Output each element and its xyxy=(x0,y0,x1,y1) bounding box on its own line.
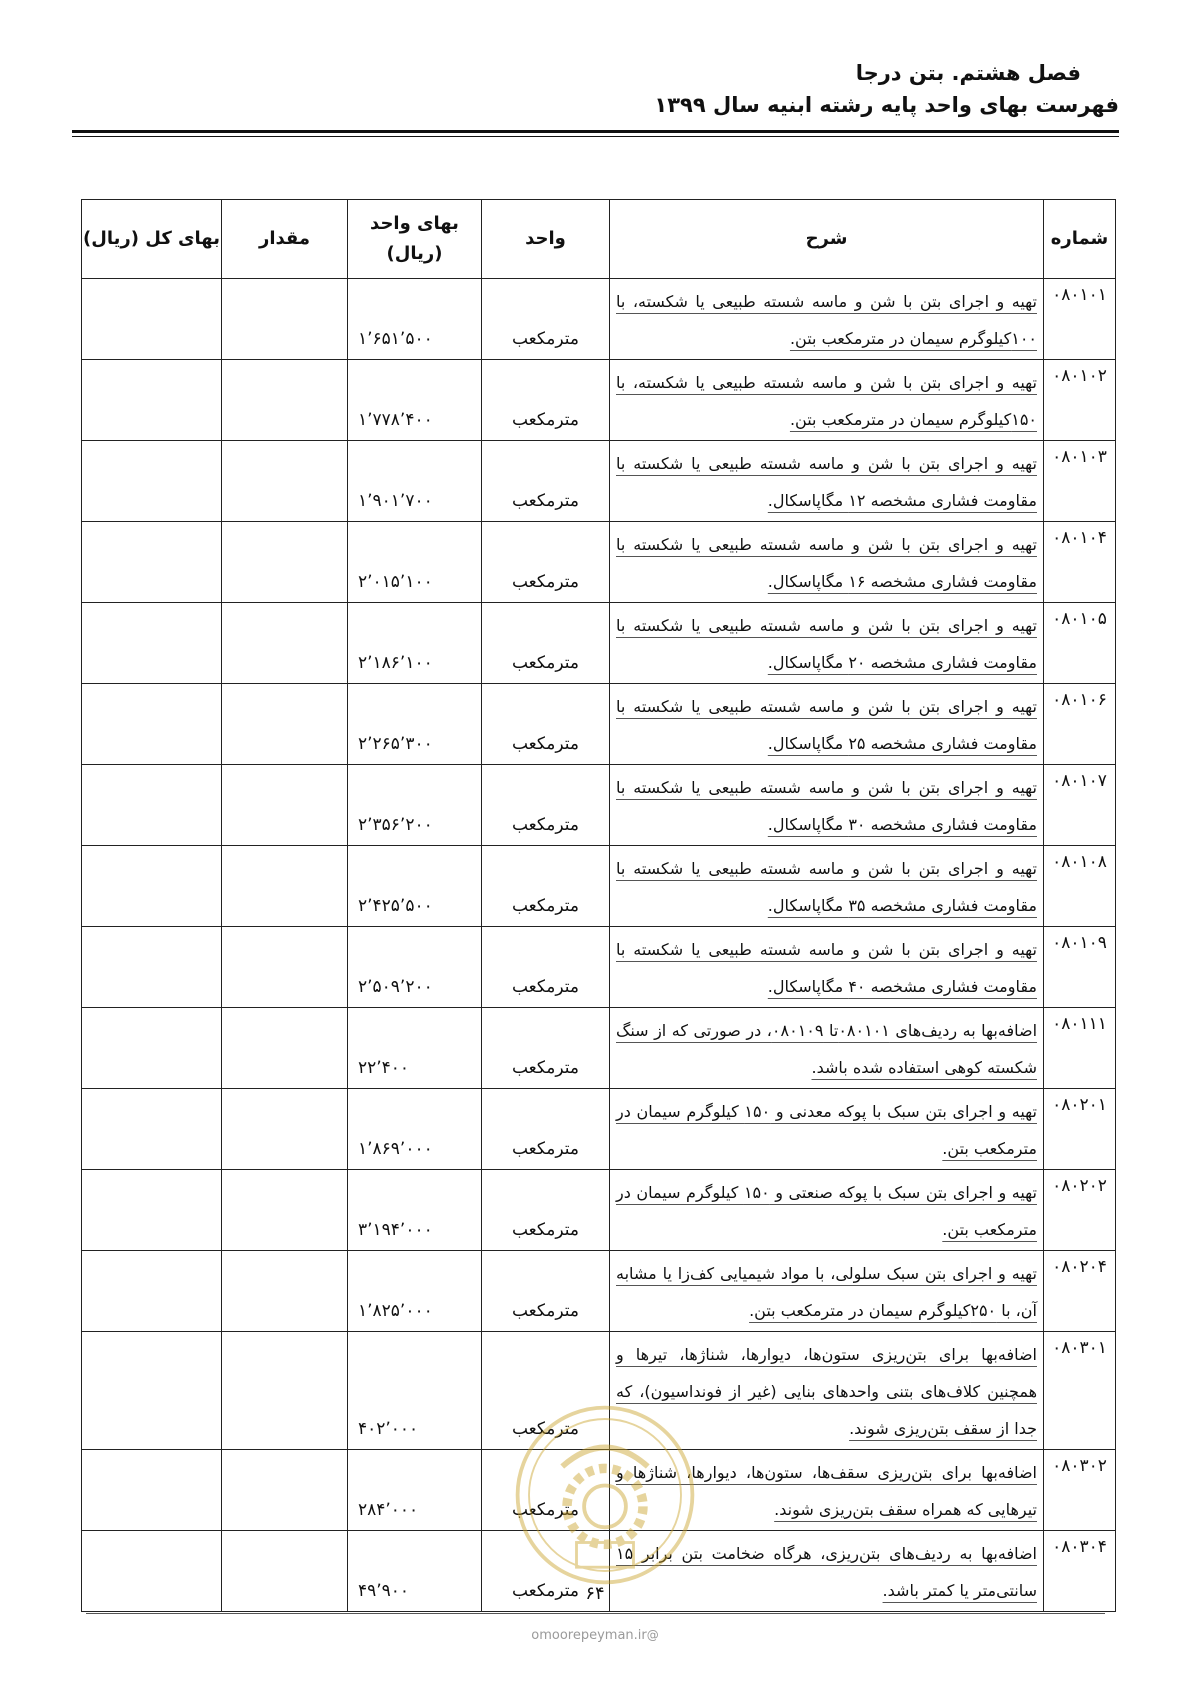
item-description xyxy=(610,360,1044,441)
item-unit-price: ۲٬۵۰۹٬۲۰۰ xyxy=(348,927,482,1008)
item-unit-price: ۱٬۸۲۵٬۰۰۰ xyxy=(348,1251,482,1332)
item-total-price xyxy=(82,765,222,846)
item-unit-price: ۲٬۳۵۶٬۲۰۰ xyxy=(348,765,482,846)
item-description-text: اضافه‌بها به ردیف‌های بتن‌ریزی، هرگاه ضخامت بتن برابر ۱۵ سانتی‌متر یا کمتر باشد. xyxy=(616,1544,1037,1600)
item-description xyxy=(610,1251,1044,1332)
item-quantity xyxy=(222,1089,348,1170)
item-total-price xyxy=(82,360,222,441)
item-quantity xyxy=(222,684,348,765)
item-description-text: تهیه و اجرای بتن با شن و ماسه شسته طبیعی یا شکسته، با ۱۵۰کیلوگرم سیمان در مترمکعب بتن. xyxy=(616,373,1037,429)
item-total-price xyxy=(82,927,222,1008)
table-row xyxy=(82,846,1116,927)
item-description-text: تهیه و اجرای بتن با شن و ماسه شسته طبیعی یا شکسته با مقاومت فشاری مشخصه ۲۰ مگاپاسکال. xyxy=(616,616,1037,672)
item-description xyxy=(610,279,1044,360)
table-row xyxy=(82,1332,1116,1450)
item-description xyxy=(610,1332,1044,1450)
item-quantity xyxy=(222,441,348,522)
item-unit-price: ۲٬۲۶۵٬۳۰۰ xyxy=(348,684,482,765)
item-number: ۰۸۰۲۰۲ xyxy=(1044,1170,1116,1251)
item-quantity xyxy=(222,1531,348,1612)
item-number: ۰۸۰۲۰۴ xyxy=(1044,1251,1116,1332)
item-unit: مترمکعب xyxy=(482,603,610,684)
item-unit: مترمکعب xyxy=(482,1170,610,1251)
item-description-text: تهیه و اجرای بتن سبک با پوکه صنعتی و ۱۵۰ کیلوگرم سیمان در مترمکعب بتن. xyxy=(616,1183,1037,1239)
item-unit: مترمکعب xyxy=(482,684,610,765)
item-description-text: تهیه و اجرای بتن با شن و ماسه شسته طبیعی یا شکسته با مقاومت فشاری مشخصه ۳۰ مگاپاسکال. xyxy=(616,778,1037,834)
item-unit-price: ۱٬۹۰۱٬۷۰۰ xyxy=(348,441,482,522)
item-unit: مترمکعب xyxy=(482,1450,610,1531)
item-unit: مترمکعب xyxy=(482,1089,610,1170)
item-total-price xyxy=(82,1008,222,1089)
page-header xyxy=(72,58,1119,122)
item-description-text: تهیه و اجرای بتن با شن و ماسه شسته طبیعی یا شکسته با مقاومت فشاری مشخصه ۴۰ مگاپاسکال. xyxy=(616,940,1037,996)
item-number: ۰۸۰۱۰۴ xyxy=(1044,522,1116,603)
page-number: ۶۴ xyxy=(585,1583,605,1604)
item-total-price xyxy=(82,603,222,684)
item-unit: مترمکعب xyxy=(482,1332,610,1450)
item-description-text: تهیه و اجرای بتن با شن و ماسه شسته طبیعی یا شکسته با مقاومت فشاری مشخصه ۳۵ مگاپاسکال. xyxy=(616,859,1037,915)
item-unit-price: ۱٬۶۵۱٬۵۰۰ xyxy=(348,279,482,360)
col-header-quantity: مقدار xyxy=(222,200,348,279)
item-description-text: اضافه‌بها به ردیف‌های ۰۸۰۱۰۱تا ۰۸۰۱۰۹، در صورتی که از سنگ شکسته کوهی استفاده شده باشد. xyxy=(616,1021,1038,1077)
table-row xyxy=(82,1251,1116,1332)
col-header-unit-price-currency: (ریال) xyxy=(386,243,443,264)
item-quantity xyxy=(222,1008,348,1089)
item-description xyxy=(610,522,1044,603)
item-unit-price: ۳٬۱۹۴٬۰۰۰ xyxy=(348,1170,482,1251)
col-header-total-price: بهای کل (ریال) xyxy=(82,200,222,279)
item-unit: مترمکعب xyxy=(482,441,610,522)
item-number: ۰۸۰۱۱۱ xyxy=(1044,1008,1116,1089)
item-number: ۰۸۰۲۰۱ xyxy=(1044,1089,1116,1170)
item-number: ۰۸۰۱۰۳ xyxy=(1044,441,1116,522)
table-row xyxy=(82,1008,1116,1089)
item-quantity xyxy=(222,846,348,927)
table-row xyxy=(82,1089,1116,1170)
table-row xyxy=(82,279,1116,360)
item-unit: مترمکعب xyxy=(482,279,610,360)
col-header-description: شرح xyxy=(610,200,1044,279)
item-description-text: تهیه و اجرای بتن با شن و ماسه شسته طبیعی یا شکسته، با ۱۰۰کیلوگرم سیمان در مترمکعب بتن. xyxy=(616,292,1037,348)
item-unit-price: ۱٬۷۷۸٬۴۰۰ xyxy=(348,360,482,441)
item-total-price xyxy=(82,279,222,360)
item-quantity xyxy=(222,765,348,846)
item-quantity xyxy=(222,1251,348,1332)
item-unit-price: ۴۹٬۹۰۰ xyxy=(348,1531,482,1612)
table-row xyxy=(82,1170,1116,1251)
item-unit-price: ۲٬۱۸۶٬۱۰۰ xyxy=(348,603,482,684)
at-icon: @ xyxy=(646,1628,659,1642)
item-quantity xyxy=(222,1332,348,1450)
item-description xyxy=(610,1531,1044,1612)
table-row xyxy=(82,684,1116,765)
item-total-price xyxy=(82,1332,222,1450)
price-table xyxy=(81,199,1116,1612)
table-header-row xyxy=(82,200,1116,279)
col-header-number: شماره xyxy=(1044,200,1116,279)
item-unit: مترمکعب xyxy=(482,522,610,603)
item-description-text: اضافه‌بها برای بتن‌ریزی ستون‌ها، دیوارها، شناژها، تیرها و همچنین کلاف‌های بتنی واحدهای بنایی (غیر از فونداسیون)، که جدا از سقف بتن‌ریزی شوند. xyxy=(616,1345,1037,1438)
table-row xyxy=(82,360,1116,441)
table-row xyxy=(82,765,1116,846)
item-total-price xyxy=(82,522,222,603)
col-header-unit-price xyxy=(348,200,482,279)
item-quantity xyxy=(222,522,348,603)
item-description-text: تهیه و اجرای بتن سبک با پوکه معدنی و ۱۵۰ کیلوگرم سیمان در مترمکعب بتن. xyxy=(616,1102,1037,1158)
item-description-text: تهیه و اجرای بتن با شن و ماسه شسته طبیعی یا شکسته با مقاومت فشاری مشخصه ۲۵ مگاپاسکال. xyxy=(616,697,1037,753)
item-number: ۰۸۰۱۰۵ xyxy=(1044,603,1116,684)
item-number: ۰۸۰۱۰۸ xyxy=(1044,846,1116,927)
item-total-price xyxy=(82,1089,222,1170)
item-description-text: تهیه و اجرای بتن با شن و ماسه شسته طبیعی یا شکسته با مقاومت فشاری مشخصه ۱۲ مگاپاسکال. xyxy=(616,454,1037,510)
item-number: ۰۸۰۱۰۶ xyxy=(1044,684,1116,765)
item-total-price xyxy=(82,1251,222,1332)
item-number: ۰۸۰۱۰۱ xyxy=(1044,279,1116,360)
document-subtitle: فهرست بهای واحد پایه رشته ابنیه سال ۱۳۹۹ xyxy=(654,93,1119,117)
item-description-text: تهیه و اجرای بتن با شن و ماسه شسته طبیعی یا شکسته با مقاومت فشاری مشخصه ۱۶ مگاپاسکال. xyxy=(616,535,1037,591)
item-description xyxy=(610,1450,1044,1531)
item-number: ۰۸۰۱۰۹ xyxy=(1044,927,1116,1008)
item-unit: مترمکعب xyxy=(482,927,610,1008)
table-row xyxy=(82,441,1116,522)
item-total-price xyxy=(82,1450,222,1531)
col-header-unit-price-label: بهای واحد xyxy=(370,213,459,234)
item-description xyxy=(610,441,1044,522)
item-unit-price: ۴۰۲٬۰۰۰ xyxy=(348,1332,482,1450)
item-description-text: اضافه‌بها برای بتن‌ریزی سقف‌ها، ستون‌ها، دیوارها، شناژها و تیرهایی که همراه سقف بتن‌ریزی شوند. xyxy=(616,1463,1037,1519)
item-unit: مترمکعب xyxy=(482,360,610,441)
item-number: ۰۸۰۱۰۲ xyxy=(1044,360,1116,441)
header-rule-thin xyxy=(72,136,1119,137)
item-number: ۰۸۰۱۰۷ xyxy=(1044,765,1116,846)
item-total-price xyxy=(82,684,222,765)
item-unit: مترمکعب xyxy=(482,1531,610,1612)
table-row xyxy=(82,927,1116,1008)
item-total-price xyxy=(82,441,222,522)
item-description xyxy=(610,846,1044,927)
table-row xyxy=(82,603,1116,684)
item-description xyxy=(610,603,1044,684)
item-description-text: تهیه و اجرای بتن سبک سلولی، با مواد شیمیایی کف‌زا یا مشابه آن، با ۲۵۰کیلوگرم سیمان در مترمکعب بتن. xyxy=(616,1264,1037,1320)
table-row xyxy=(82,1450,1116,1531)
item-total-price xyxy=(82,846,222,927)
watermark-url xyxy=(500,1628,690,1643)
item-unit: مترمکعب xyxy=(482,846,610,927)
item-quantity xyxy=(222,1450,348,1531)
item-description xyxy=(610,1089,1044,1170)
watermark-url-text: omoorepeyman.ir xyxy=(531,1628,647,1643)
item-unit-price: ۲٬۴۲۵٬۵۰۰ xyxy=(348,846,482,927)
item-number: ۰۸۰۳۰۲ xyxy=(1044,1450,1116,1531)
table-row xyxy=(82,522,1116,603)
item-unit-price: ۲۸۴٬۰۰۰ xyxy=(348,1450,482,1531)
col-header-unit: واحد xyxy=(482,200,610,279)
item-total-price xyxy=(82,1170,222,1251)
chapter-title: فصل هشتم. بتن درجا xyxy=(855,61,1081,85)
item-description xyxy=(610,927,1044,1008)
item-description xyxy=(610,684,1044,765)
item-number: ۰۸۰۳۰۴ xyxy=(1044,1531,1116,1612)
item-quantity xyxy=(222,927,348,1008)
item-unit: مترمکعب xyxy=(482,1251,610,1332)
item-unit-price: ۲٬۰۱۵٬۱۰۰ xyxy=(348,522,482,603)
header-rule-thick xyxy=(72,130,1119,133)
item-description xyxy=(610,765,1044,846)
footer-rule xyxy=(86,1613,1105,1614)
item-unit: مترمکعب xyxy=(482,765,610,846)
item-unit-price: ۱٬۸۶۹٬۰۰۰ xyxy=(348,1089,482,1170)
item-description xyxy=(610,1008,1044,1089)
item-quantity xyxy=(222,360,348,441)
item-unit-price: ۲۲٬۴۰۰ xyxy=(348,1008,482,1089)
item-number: ۰۸۰۳۰۱ xyxy=(1044,1332,1116,1450)
item-quantity xyxy=(222,279,348,360)
item-unit: مترمکعب xyxy=(482,1008,610,1089)
item-total-price xyxy=(82,1531,222,1612)
item-quantity xyxy=(222,603,348,684)
item-description xyxy=(610,1170,1044,1251)
item-quantity xyxy=(222,1170,348,1251)
